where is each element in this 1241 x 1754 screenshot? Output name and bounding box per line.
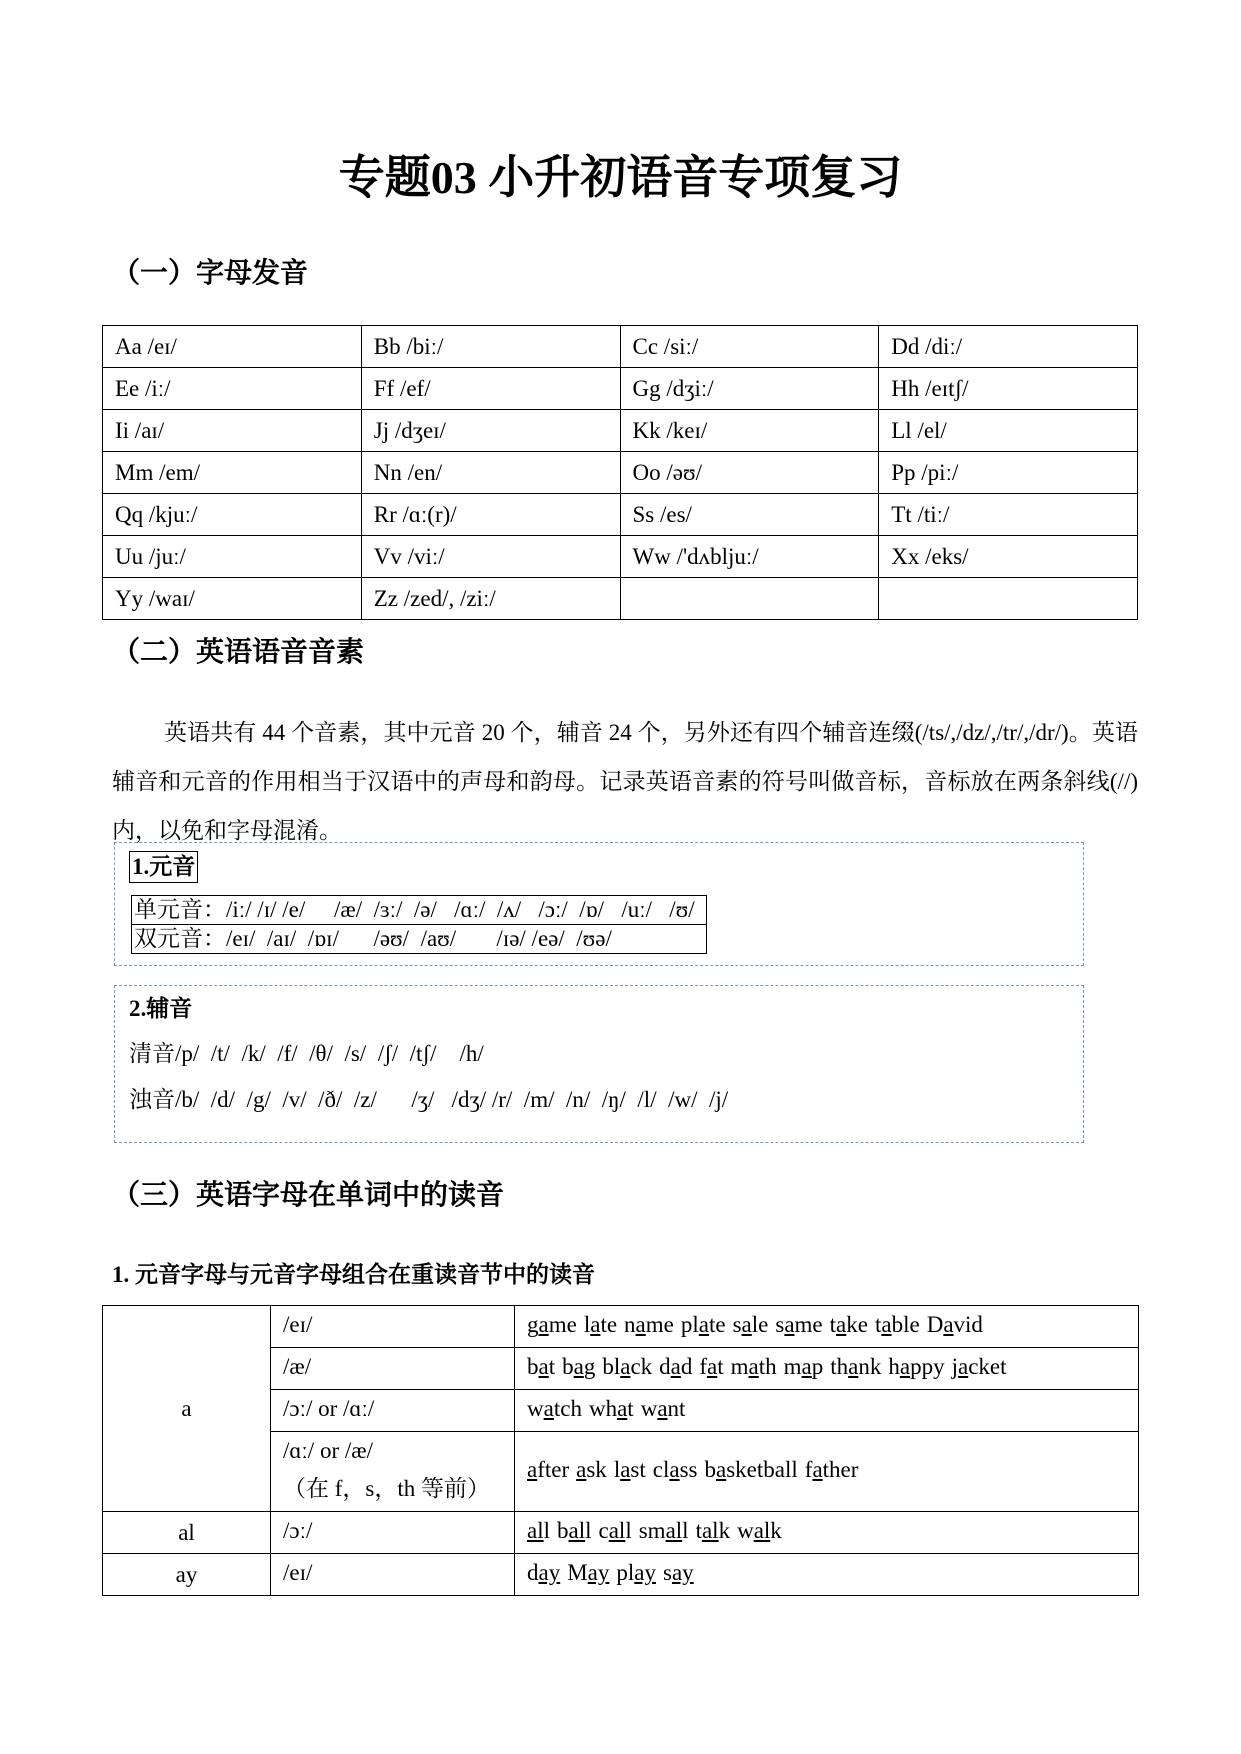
- example-words-cell: [515, 1348, 1139, 1390]
- alphabet-cell: Ff /ef/: [361, 368, 620, 410]
- alphabet-cell: Ll /el/: [879, 410, 1138, 452]
- word-part: bl: [602, 1354, 621, 1379]
- word-part: te: [708, 1312, 726, 1337]
- word-part: t: [695, 1518, 702, 1543]
- section-heading-letter-sounds: （三）英语字母在单词中的读音: [112, 1180, 505, 1211]
- word-part: wh: [588, 1396, 618, 1421]
- alphabet-row: [103, 410, 1138, 452]
- word-part: ble: [891, 1312, 920, 1337]
- word-highlight: a: [812, 1457, 823, 1482]
- word-part: w: [527, 1396, 544, 1421]
- word-highlight: a: [748, 1354, 759, 1379]
- example-word: [527, 1396, 582, 1421]
- alphabet-cell: Mm /em/: [103, 452, 362, 494]
- phonetic-cell: [271, 1554, 515, 1596]
- example-word: [567, 1560, 609, 1585]
- word-highlight: a: [543, 1396, 554, 1421]
- phonetic-value: /eɪ/: [283, 1312, 313, 1337]
- alphabet-row: [103, 578, 1138, 620]
- word-part: th: [758, 1354, 777, 1379]
- example-word: [805, 1457, 859, 1482]
- word-part: st: [630, 1457, 646, 1482]
- word-part: b: [562, 1354, 574, 1379]
- example-word: [599, 1518, 632, 1543]
- word-highlight: ay: [538, 1560, 561, 1585]
- alphabet-table: [102, 325, 1138, 620]
- phonetic-cell: [271, 1512, 515, 1554]
- example-word: [927, 1312, 983, 1337]
- alphabet-cell: Nn /en/: [361, 452, 620, 494]
- word-part: h: [888, 1354, 900, 1379]
- example-words-cell: [515, 1390, 1139, 1432]
- example-word: [527, 1354, 555, 1379]
- word-highlight: a: [698, 1312, 709, 1337]
- example-word: [589, 1396, 634, 1421]
- phonetic-value: /eɪ/: [283, 1560, 313, 1585]
- word-part: te: [600, 1312, 618, 1337]
- word-highlight: a: [707, 1354, 718, 1379]
- example-word: [830, 1312, 868, 1337]
- word-highlight: a: [620, 1354, 631, 1379]
- word-highlight: ay: [634, 1560, 656, 1585]
- example-word: [784, 1354, 824, 1379]
- example-word: [775, 1312, 822, 1337]
- word-part: n: [624, 1312, 636, 1337]
- alphabet-cell: Ww /'dʌbljuː/: [620, 536, 879, 578]
- alphabet-cell: Rr /ɑː(r)/: [361, 494, 620, 536]
- word-highlight: al: [568, 1518, 586, 1543]
- word-part: pl: [616, 1560, 635, 1585]
- example-word: [527, 1457, 569, 1482]
- word-part: k: [718, 1518, 731, 1543]
- alphabet-cell: Aa /eɪ/: [103, 326, 362, 368]
- word-part: d: [680, 1354, 693, 1379]
- word-part: me: [548, 1312, 577, 1337]
- word-part: g: [527, 1312, 539, 1337]
- word-part: b: [527, 1354, 539, 1379]
- word-part: tch: [553, 1396, 582, 1421]
- alphabet-row: [103, 326, 1138, 368]
- word-part: M: [567, 1560, 588, 1585]
- alphabet-cell: Zz /zed/, /ziː/: [361, 578, 620, 620]
- example-word: [696, 1518, 731, 1543]
- word-part: ppy: [910, 1354, 945, 1379]
- diphthongs-row: 双元音：/eɪ/ /aɪ/ /ɒɪ/ /əʊ/ /aʊ/ /ɪə/ /eə/ /ʊə/: [131, 925, 707, 954]
- word-part: ke: [846, 1312, 868, 1337]
- phonetic-value: /æ/: [283, 1354, 312, 1379]
- alphabet-row: [103, 452, 1138, 494]
- word-part: l: [682, 1518, 689, 1543]
- phonetic-cell: [271, 1390, 515, 1432]
- word-part: k: [770, 1518, 782, 1543]
- example-word: [527, 1518, 550, 1543]
- phonetic-cell: [271, 1348, 515, 1390]
- page-title: 专题03 小升初语音专项复习: [338, 152, 903, 203]
- example-word: [705, 1457, 798, 1482]
- example-word: [731, 1354, 777, 1379]
- example-word: [639, 1518, 689, 1543]
- word-highlight: a: [527, 1457, 538, 1482]
- word-part: ss: [679, 1457, 698, 1482]
- word-highlight: a: [836, 1312, 847, 1337]
- vowel-rules-heading: 1. 元音字母与元音字母组合在重读音节中的读音: [112, 1262, 595, 1287]
- word-highlight: a: [620, 1457, 631, 1482]
- alphabet-cell: [620, 578, 879, 620]
- alphabet-cell: Jj /dʒeɪ/: [361, 410, 620, 452]
- word-part: g: [583, 1354, 596, 1379]
- alphabet-cell: Ii /aɪ/: [103, 410, 362, 452]
- word-part: vid: [953, 1312, 983, 1337]
- example-word: [641, 1396, 686, 1421]
- word-part: l: [583, 1312, 591, 1337]
- alphabet-cell: Oo /əʊ/: [620, 452, 879, 494]
- word-highlight: a: [617, 1396, 628, 1421]
- alphabet-cell: Qq /kjuː/: [103, 494, 362, 536]
- word-part: cket: [968, 1354, 1007, 1379]
- example-word: [737, 1518, 782, 1543]
- word-highlight: a: [848, 1354, 859, 1379]
- letter-cell: ay: [103, 1554, 271, 1596]
- alphabet-row: [103, 368, 1138, 410]
- voiceless-consonants: 清音/p/ /t/ /k/ /f/ /θ/ /s/ /ʃ/ /tʃ/ /h/: [129, 1041, 484, 1066]
- alphabet-cell: Cc /siː/: [620, 326, 879, 368]
- alphabet-cell: Yy /waɪ/: [103, 578, 362, 620]
- example-words-cell: [515, 1512, 1139, 1554]
- word-part: m: [783, 1354, 802, 1379]
- word-part: l: [543, 1518, 550, 1543]
- section-heading-letters: （一）字母发音: [112, 258, 309, 289]
- word-part: w: [640, 1396, 658, 1421]
- word-part: t: [548, 1354, 556, 1379]
- word-part: c: [598, 1518, 609, 1543]
- vowel-list: [131, 895, 707, 954]
- word-highlight: a: [538, 1312, 549, 1337]
- word-part: p: [811, 1354, 824, 1379]
- phonetic-value: /ɔː/: [283, 1518, 313, 1543]
- phonetic-note: （在 f，s，th 等前）: [283, 1476, 490, 1501]
- word-part: me: [645, 1312, 674, 1337]
- example-word: [659, 1354, 692, 1379]
- section-heading-phonemes: （二）英语语音音素: [112, 637, 365, 668]
- phonetic-cell: [271, 1306, 515, 1348]
- word-part: pl: [680, 1312, 699, 1337]
- word-part: ther: [822, 1457, 859, 1482]
- word-part: l: [625, 1518, 632, 1543]
- voiced-consonants: 浊音/b/ /d/ /g/ /v/ /ð/ /z/ /ʒ/ /dʒ/ /r/ /m/ /n/ /ŋ/ /l/ /w/ /j/: [129, 1087, 729, 1112]
- vowel-rules-table: [102, 1305, 1139, 1596]
- alphabet-cell: Dd /diː/: [879, 326, 1138, 368]
- word-part: ck: [630, 1354, 653, 1379]
- word-part: sk: [586, 1457, 607, 1482]
- example-words-cell: [515, 1432, 1139, 1512]
- alphabet-cell: Tt /tiː/: [879, 494, 1138, 536]
- example-word: [888, 1354, 944, 1379]
- word-part: fter: [537, 1457, 570, 1482]
- example-word: [653, 1457, 698, 1482]
- example-word: [875, 1312, 920, 1337]
- intro-paragraph: 英语共有 44 个音素，其中元音 20 个，辅音 24 个，另外还有四个辅音连缀(/ts/,/dz/,/tr/,/dr/)。英语辅音和元音的作用相当于汉语中的声母和韵母。记录英语音素的符号叫做音标，音标放在两条斜线(//)内，以免和字母混淆。: [112, 720, 1138, 843]
- word-part: cl: [652, 1457, 670, 1482]
- rule-row: [103, 1512, 1139, 1554]
- word-highlight: a: [881, 1312, 892, 1337]
- word-highlight: a: [669, 1457, 680, 1482]
- word-part: D: [926, 1312, 944, 1337]
- alphabet-cell: Gg /dʒiː/: [620, 368, 879, 410]
- example-word: [616, 1560, 656, 1585]
- word-part: s: [775, 1312, 785, 1337]
- word-highlight: a: [635, 1312, 646, 1337]
- word-part: sm: [638, 1518, 666, 1543]
- word-part: t: [829, 1312, 837, 1337]
- word-part: sketball: [726, 1457, 798, 1482]
- alphabet-cell: Xx /eks/: [879, 536, 1138, 578]
- word-part: th: [830, 1354, 849, 1379]
- word-highlight: ay: [587, 1560, 610, 1585]
- example-word: [557, 1518, 592, 1543]
- consonants-box: [114, 985, 1084, 1143]
- word-part: b: [704, 1457, 716, 1482]
- alphabet-cell: Kk /keɪ/: [620, 410, 879, 452]
- word-part: t: [717, 1354, 724, 1379]
- alphabet-cell: Bb /biː/: [361, 326, 620, 368]
- example-word: [562, 1354, 595, 1379]
- alphabet-cell: Ee /iː/: [103, 368, 362, 410]
- vowels-box: [114, 842, 1084, 966]
- word-highlight: a: [899, 1354, 911, 1379]
- example-word: [624, 1312, 674, 1337]
- example-word: [681, 1312, 726, 1337]
- word-highlight: a: [573, 1354, 584, 1379]
- example-word: [602, 1354, 652, 1379]
- alphabet-cell: Vv /viː/: [361, 536, 620, 578]
- phonetic-cell: [271, 1432, 515, 1512]
- word-part: s: [732, 1312, 742, 1337]
- monophthongs-row: 单元音：/iː/ /ɪ/ /e/ /æ/ /ɜː/ /ə/ /ɑː/ /ʌ/ /ɔː/ /ɒ/ /uː/ /ʊ/: [131, 895, 707, 925]
- word-highlight: a: [741, 1312, 752, 1337]
- letter-cell: a: [103, 1306, 271, 1512]
- word-highlight: a: [801, 1354, 812, 1379]
- word-highlight: ay: [671, 1560, 694, 1585]
- word-part: b: [557, 1518, 569, 1543]
- word-part: w: [737, 1518, 754, 1543]
- alphabet-cell: Hh /eɪtʃ/: [879, 368, 1138, 410]
- letter-cell: al: [103, 1512, 271, 1554]
- word-part: s: [663, 1560, 672, 1585]
- word-highlight: al: [665, 1518, 683, 1543]
- word-highlight: a: [670, 1354, 681, 1379]
- word-highlight: a: [784, 1312, 795, 1337]
- word-part: me: [794, 1312, 823, 1337]
- word-part: le: [751, 1312, 769, 1337]
- example-word: [614, 1457, 646, 1482]
- rule-row: [103, 1554, 1139, 1596]
- word-highlight: a: [538, 1354, 549, 1379]
- word-part: nk: [858, 1354, 882, 1379]
- alphabet-row: [103, 536, 1138, 578]
- word-highlight: al: [753, 1518, 771, 1543]
- word-highlight: a: [590, 1312, 601, 1337]
- word-part: m: [730, 1354, 749, 1379]
- word-part: j: [951, 1354, 958, 1379]
- alphabet-cell: Ss /es/: [620, 494, 879, 536]
- word-part: l: [613, 1457, 621, 1482]
- word-highlight: al: [701, 1518, 719, 1543]
- example-word: [952, 1354, 1007, 1379]
- word-highlight: a: [957, 1354, 969, 1379]
- example-words-cell: [515, 1554, 1139, 1596]
- word-highlight: al: [608, 1518, 626, 1543]
- consonants-title: 2.辅音: [129, 996, 193, 1021]
- example-word: [699, 1354, 723, 1379]
- rule-row: [103, 1306, 1139, 1348]
- word-highlight: a: [943, 1312, 954, 1337]
- word-part: nt: [667, 1396, 686, 1421]
- example-word: [733, 1312, 769, 1337]
- phonetic-value: /ɑː/ or /æ/: [283, 1438, 373, 1463]
- vowels-title: 1.元音: [129, 851, 198, 883]
- example-words-cell: [515, 1306, 1139, 1348]
- alphabet-row: [103, 494, 1138, 536]
- alphabet-cell: Pp /piː/: [879, 452, 1138, 494]
- example-word: [663, 1560, 694, 1585]
- word-highlight: a: [716, 1457, 727, 1482]
- word-part: f: [699, 1354, 708, 1379]
- word-part: d: [527, 1560, 539, 1585]
- word-highlight: a: [576, 1457, 587, 1482]
- example-word: [527, 1560, 560, 1585]
- alphabet-cell: [879, 578, 1138, 620]
- word-part: t: [627, 1396, 634, 1421]
- word-highlight: a: [657, 1396, 668, 1421]
- phoneme-intro: [112, 708, 1138, 855]
- example-word: [576, 1457, 607, 1482]
- example-word: [584, 1312, 617, 1337]
- word-part: t: [874, 1312, 882, 1337]
- word-highlight: al: [527, 1518, 544, 1543]
- alphabet-cell: Uu /juː/: [103, 536, 362, 578]
- phonetic-value: /ɔː/ or /ɑː/: [283, 1396, 375, 1421]
- example-word: [527, 1312, 577, 1337]
- word-part: d: [659, 1354, 671, 1379]
- word-part: l: [585, 1518, 592, 1543]
- example-word: [830, 1354, 881, 1379]
- word-part: f: [804, 1457, 813, 1482]
